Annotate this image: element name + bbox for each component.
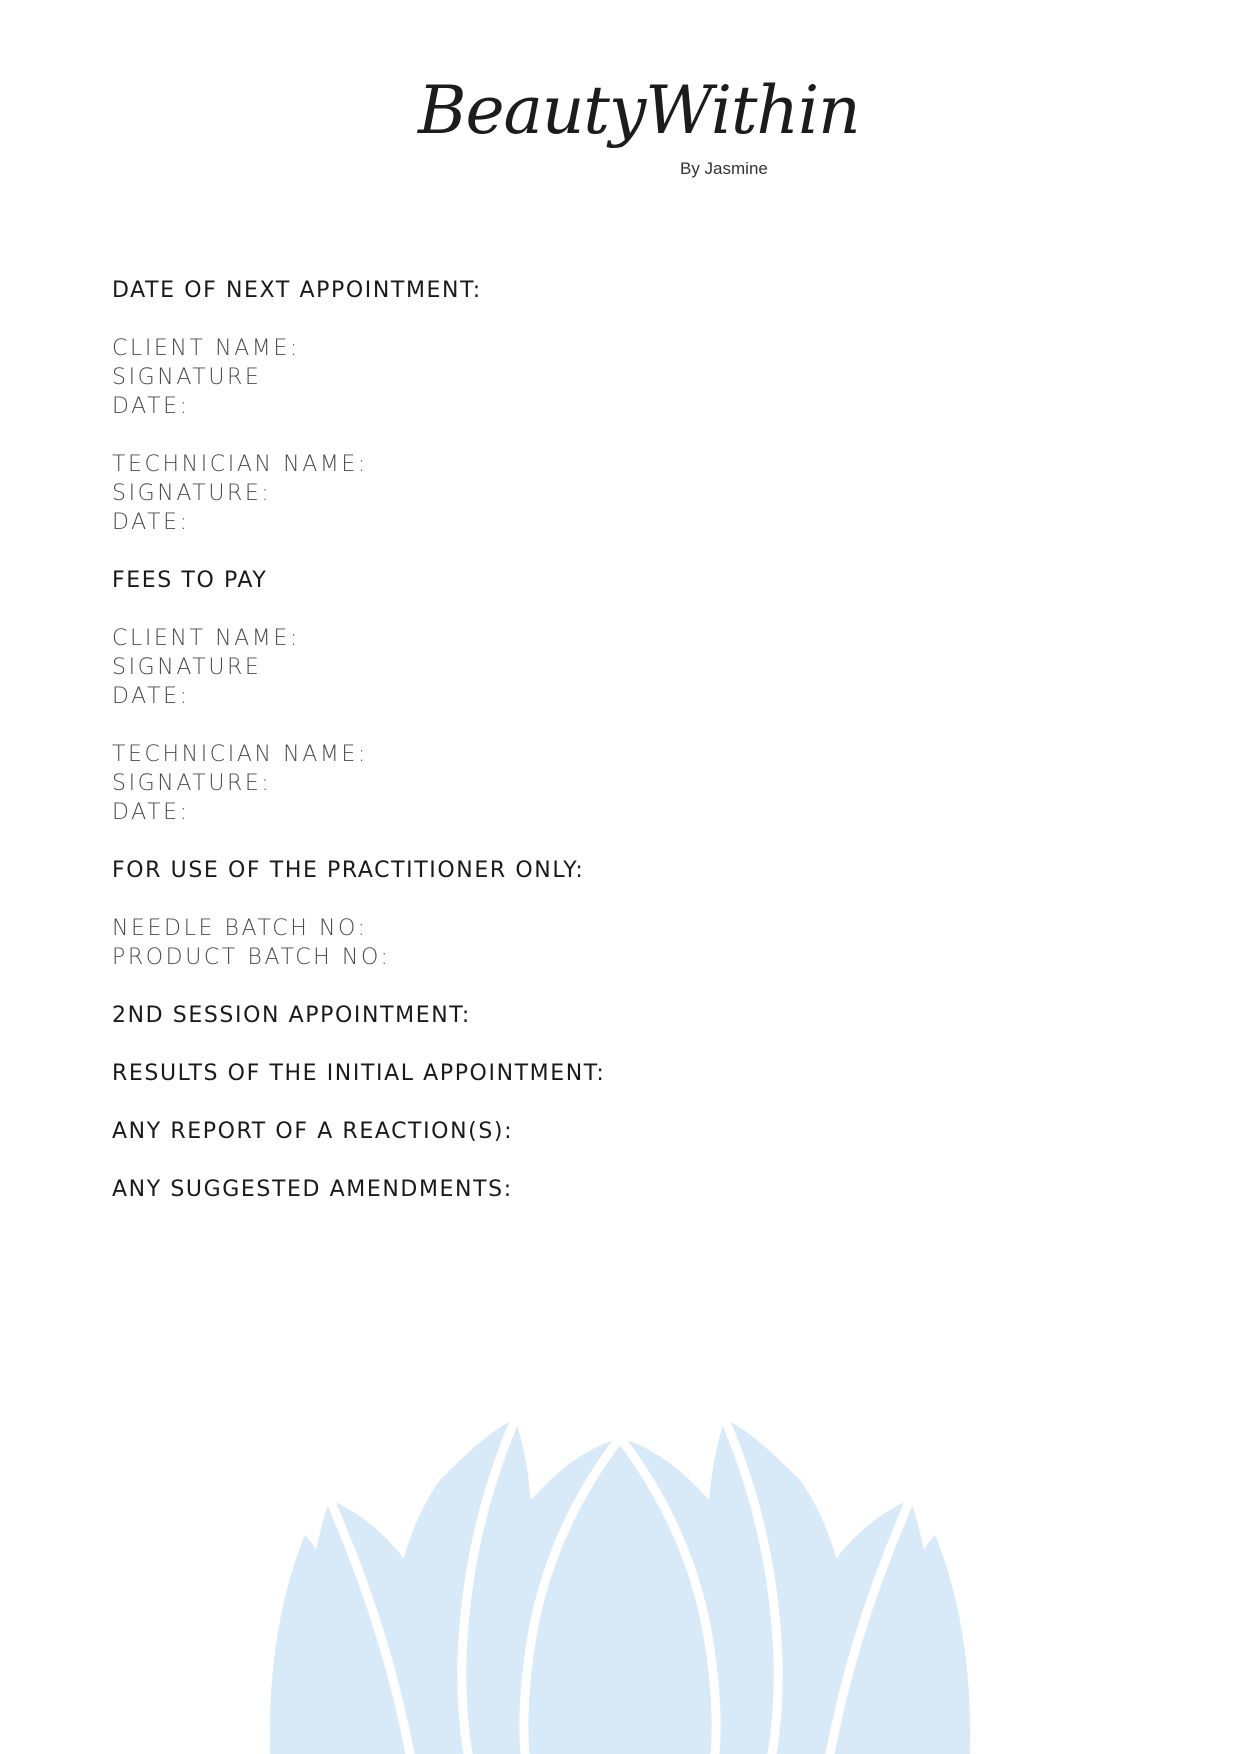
client-signature-label: SIGNATURE xyxy=(112,655,262,680)
next-appointment-heading: DATE OF NEXT APPOINTMENT: xyxy=(112,278,482,303)
needle-batch-label: NEEDLE BATCH NO: xyxy=(112,916,368,941)
fees-heading: FEES TO PAY xyxy=(112,568,268,593)
client-signoff-1 xyxy=(112,334,1112,421)
logo-script-text: BeautyWithin xyxy=(418,72,860,149)
technician-date-label: DATE: xyxy=(112,800,190,825)
client-date-label: DATE: xyxy=(112,684,190,709)
technician-name-label: TECHNICIAN NAME: xyxy=(112,742,368,767)
amendments-heading: ANY SUGGESTED AMENDMENTS: xyxy=(112,1177,513,1202)
brand-logo xyxy=(418,72,860,188)
technician-date-label: DATE: xyxy=(112,510,190,535)
client-signature-label: SIGNATURE xyxy=(112,365,262,390)
practitioner-heading: FOR USE OF THE PRACTITIONER ONLY: xyxy=(112,858,585,883)
technician-signoff-2 xyxy=(112,740,1112,827)
consent-form xyxy=(112,276,1112,1204)
reaction-heading: ANY REPORT OF A REACTION(S): xyxy=(112,1119,514,1144)
second-session-heading: 2ND SESSION APPOINTMENT: xyxy=(112,1003,471,1028)
logo-subtitle: By Jasmine xyxy=(680,159,768,178)
results-heading: RESULTS OF THE INITIAL APPOINTMENT: xyxy=(112,1061,606,1086)
lotus-watermark-icon xyxy=(250,1420,990,1754)
client-name-label: CLIENT NAME: xyxy=(112,626,300,651)
technician-signoff-1 xyxy=(112,450,1112,537)
client-date-label: DATE: xyxy=(112,394,190,419)
technician-signature-label: SIGNATURE: xyxy=(112,771,272,796)
batch-numbers xyxy=(112,914,1112,972)
product-batch-label: PRODUCT BATCH NO: xyxy=(112,945,391,970)
technician-signature-label: SIGNATURE: xyxy=(112,481,272,506)
client-signoff-2 xyxy=(112,624,1112,711)
client-name-label: CLIENT NAME: xyxy=(112,336,300,361)
technician-name-label: TECHNICIAN NAME: xyxy=(112,452,368,477)
